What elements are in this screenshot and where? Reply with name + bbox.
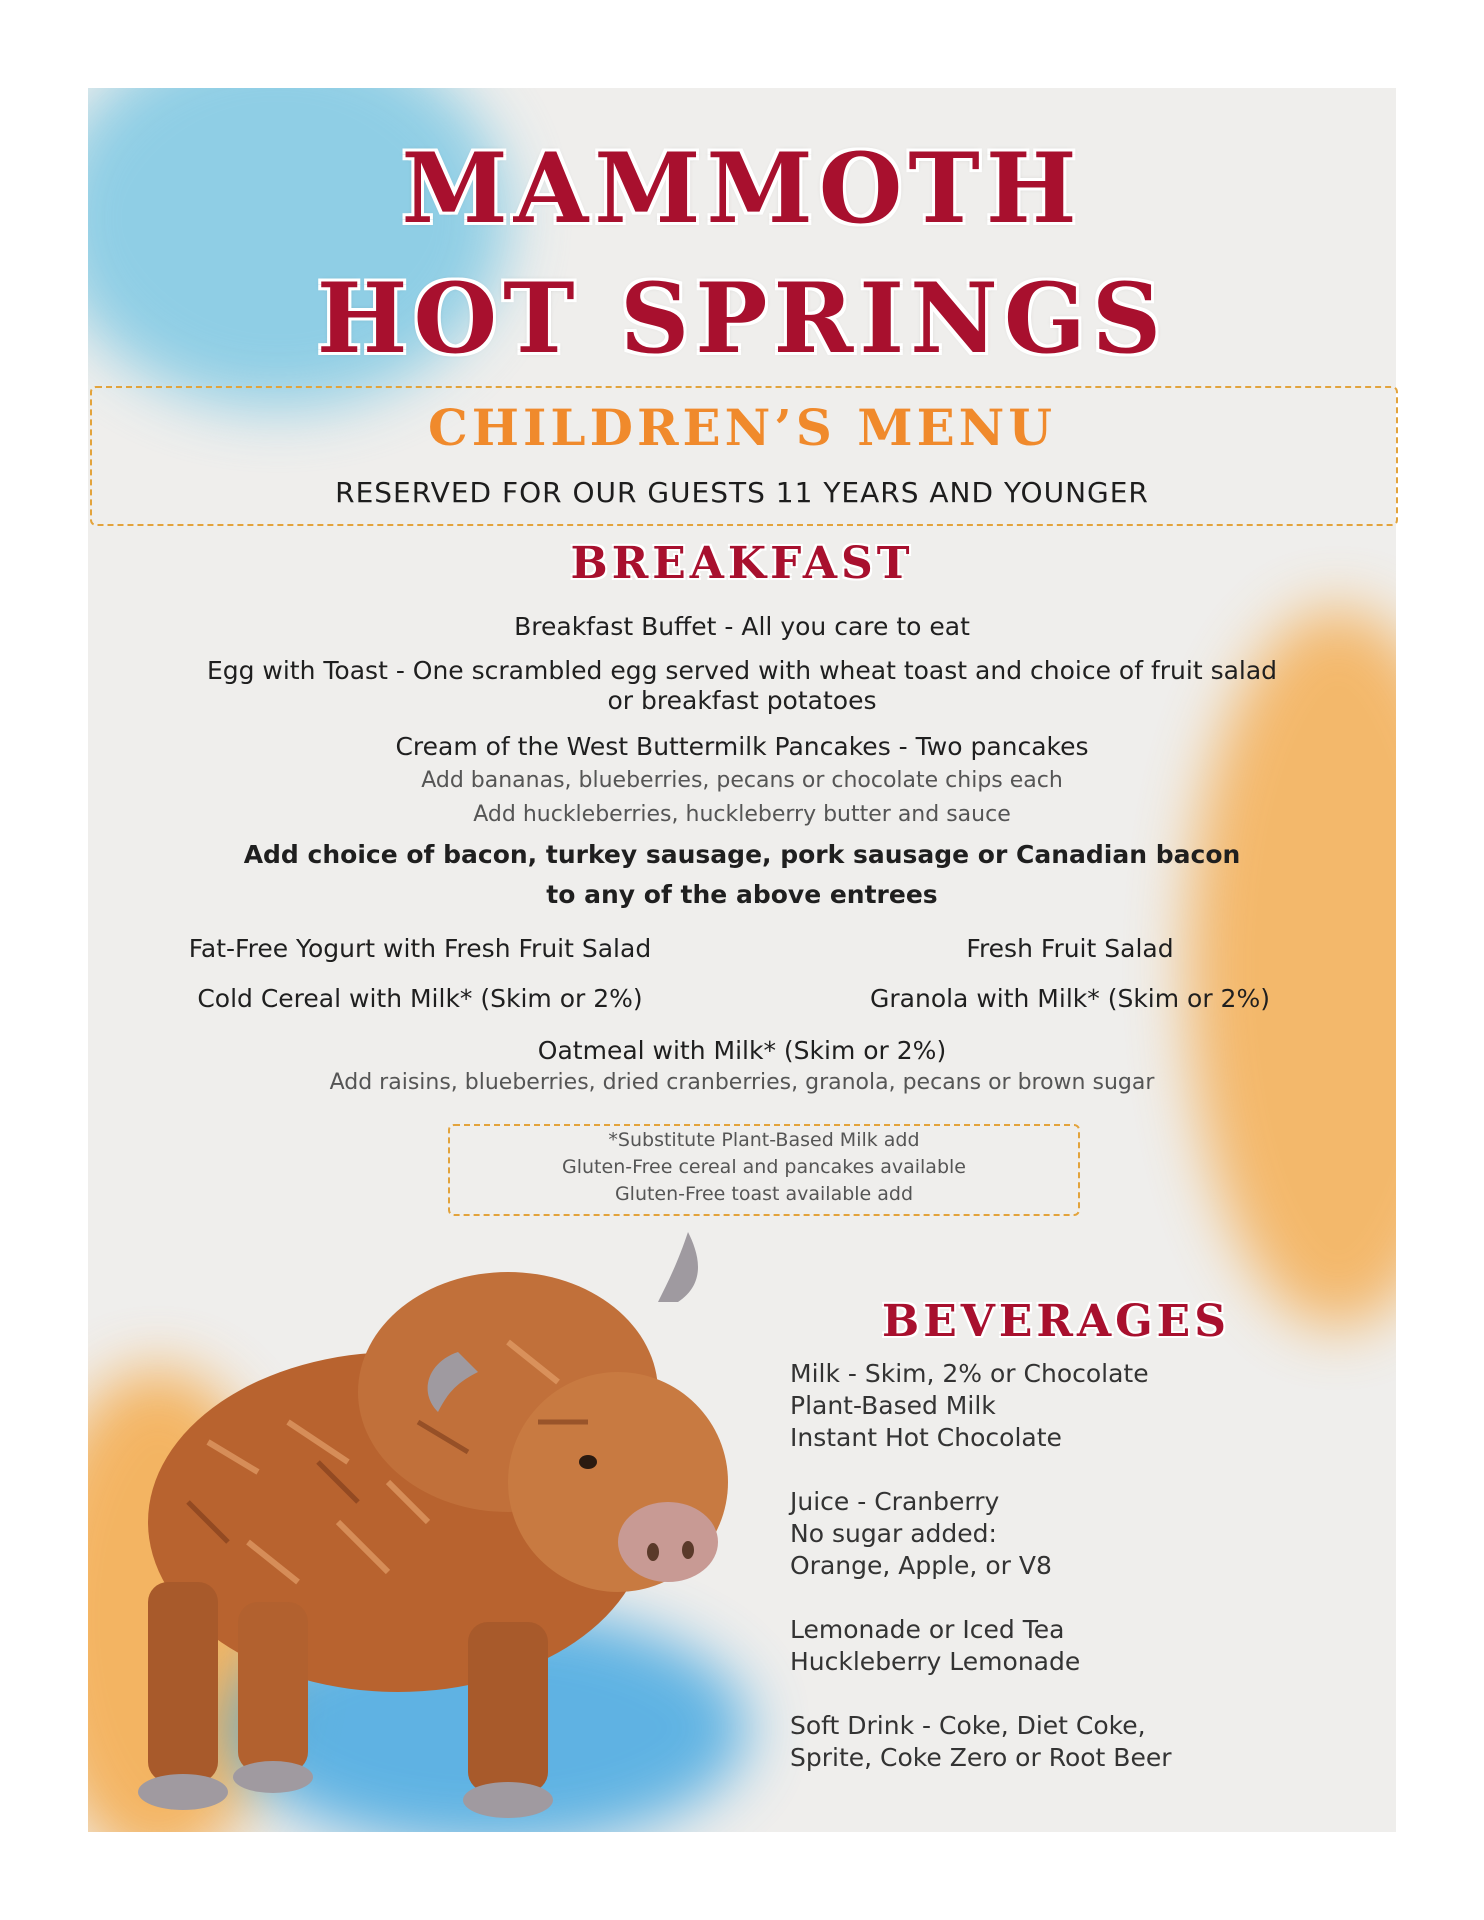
pancake-addon-2: Add huckleberries, huckleberry butter and sauce [473,802,1011,827]
beverage-item: Huckleberry Lemonade [790,1647,1081,1676]
note-plant-milk: *Substitute Plant-Based Milk add [608,1129,920,1151]
beverage-item: Lemonade or Iced Tea [790,1615,1065,1644]
beverage-item: Instant Hot Chocolate [790,1423,1062,1452]
age-restriction: RESERVED FOR OUR GUESTS 11 YEARS AND YOUNGER [335,476,1149,509]
beverage-item: Plant-Based Milk [790,1391,996,1420]
menu-item-oatmeal: Oatmeal with Milk* (Skim or 2%) [537,1036,947,1065]
bison-illustration [88,1222,748,1822]
subtitle: CHILDREN’S MENU [428,398,1056,457]
oatmeal-addon: Add raisins, blueberries, dried cranberries, granola, pecans or brown sugar [329,1070,1155,1095]
beverage-item: Orange, Apple, or V8 [790,1551,1052,1580]
note-gluten-free-cereal: Gluten-Free cereal and pancakes available [562,1156,966,1178]
menu-item-buffet: Breakfast Buffet - All you care to eat [514,612,970,641]
pancake-addon-1: Add bananas, blueberries, pecans or chocolate chips each [421,768,1063,793]
beverage-item: Juice - Cranberry [790,1487,1000,1516]
menu-item-granola: Granola with Milk* (Skim or 2%) [870,984,1270,1013]
menu-item-cereal: Cold Cereal with Milk* (Skim or 2%) [197,984,643,1013]
beverage-item: Milk - Skim, 2% or Chocolate [790,1359,1149,1388]
beverage-item: Sprite, Coke Zero or Root Beer [790,1743,1172,1772]
menu-item-egg-cont: or breakfast potatoes [607,686,877,715]
beverage-item: No sugar added: [790,1519,997,1548]
beverages-heading: BEVERAGES [882,1296,1230,1347]
menu-item-yogurt: Fat-Free Yogurt with Fresh Fruit Salad [188,934,652,963]
breakfast-heading: BREAKFAST [570,538,914,589]
beverage-item: Soft Drink - Coke, Diet Coke, [790,1711,1146,1740]
title-line2: HOT SPRINGS [316,262,1168,375]
meat-addon-line2: to any of the above entrees [546,880,938,909]
title-line1: MAMMOTH [401,132,1083,245]
menu-item-pancakes: Cream of the West Buttermilk Pancakes - Two pancakes [395,732,1089,761]
meat-addon-line1: Add choice of bacon, turkey sausage, pork sausage or Canadian bacon [243,840,1241,869]
menu-item-fruit: Fresh Fruit Salad [966,934,1174,963]
note-gluten-free-toast: Gluten-Free toast available add [614,1183,914,1205]
menu-item-egg: Egg with Toast - One scrambled egg served with wheat toast and choice of fruit salad [206,656,1278,685]
